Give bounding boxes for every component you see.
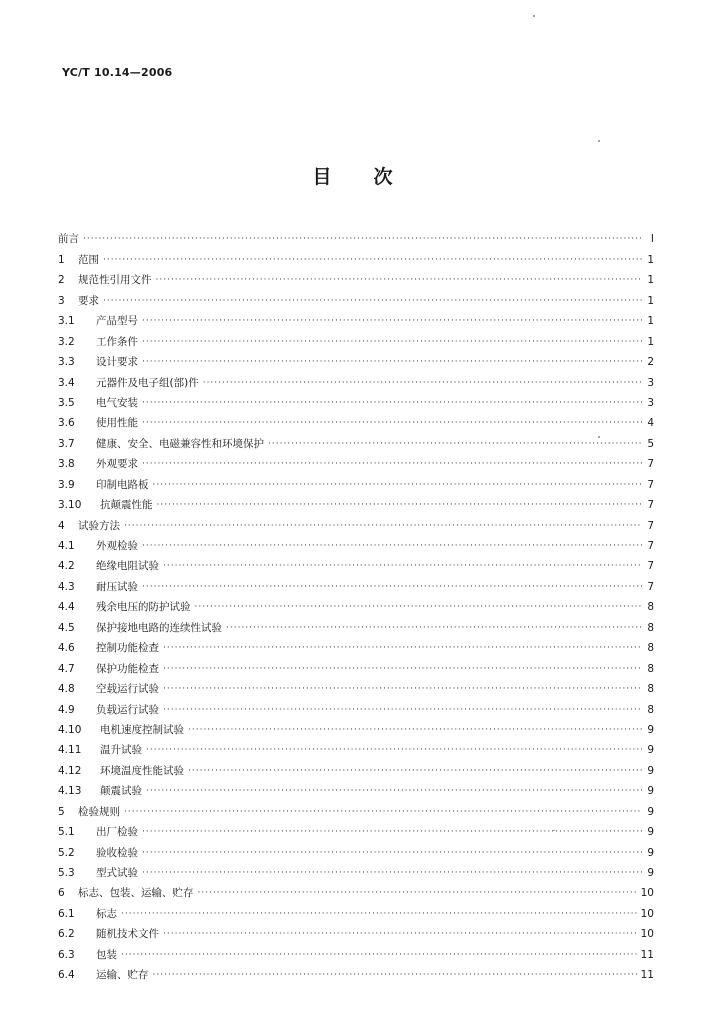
toc-entry-page: 8 [647,683,654,696]
toc-entry-number: 3.10 [58,499,82,512]
toc-leader-dots [163,560,642,573]
toc-entry-page: 9 [647,826,654,839]
toc-leader-dots [157,499,643,512]
toc-leader-dots [198,887,637,900]
toc-entry [58,471,654,491]
toc-leader-dots [188,765,642,778]
toc-entry-page: 7 [647,519,654,532]
toc-entry-label: 外观检验 [96,540,138,552]
toc-entry-page: 10 [640,907,654,920]
toc-leader-dots [142,397,642,410]
toc-entry-label: 产品型号 [96,315,138,328]
toc-entry-page: 9 [647,764,654,777]
toc-entry-label: 使用性能 [96,417,138,430]
toc-leader-dots [121,949,637,962]
toc-entry-label: 包装 [96,948,117,961]
toc-entry-number: 5.2 [58,846,75,859]
toc-leader-dots [268,438,642,451]
toc-entry-page: 8 [647,642,654,655]
toc-entry-number: 3.8 [58,458,75,471]
toc-entry-page: 1 [647,274,654,287]
toc-entry [58,349,654,369]
toc-leader-dots [203,377,642,390]
toc-entry-number: 6 [58,887,65,900]
toc-leader-dots [142,458,642,471]
toc-entry [58,655,654,675]
toc-leader-dots [142,867,642,880]
toc-entry-number: 6.1 [58,907,75,920]
toc-entry [58,676,654,696]
toc-entry-page: 7 [647,580,654,593]
toc-entry-page: 7 [647,458,654,471]
toc-entry [58,798,654,818]
toc-entry [58,614,654,634]
toc-leader-dots [142,826,642,839]
toc-entry-page: 10 [640,887,654,900]
toc-entry-page: 9 [647,805,654,818]
toc-entry [58,573,654,593]
toc-entry-number: 3.2 [58,335,75,348]
toc-entry-label: 工作条件 [96,335,138,348]
toc-entry-number: 4.7 [58,662,75,675]
toc-entry [58,226,654,246]
toc-entry-number: 4.10 [58,723,82,736]
toc-entry-label: 绝缘电阻试验 [96,560,159,573]
toc-entry-page: 1 [647,335,654,348]
toc-entry-number: 5.1 [58,826,75,839]
toc-entry-label: 控制功能检查 [96,642,159,655]
toc-entry-number: 6.2 [58,928,75,941]
toc-entry-number: 3.9 [58,478,75,491]
toc-entry-label: 元器件及电子组(部)件 [96,376,199,389]
toc-entry-number: 3.6 [58,417,75,430]
toc-entry-page: 8 [647,703,654,716]
toc-entry-label: 电机速度控制试验 [100,723,184,736]
toc-entry-page: 10 [640,928,654,941]
toc-entry-label: 出厂检验 [96,826,138,839]
toc-leader-dots [226,622,642,635]
title-char-2: 次 [373,166,393,188]
toc-entry-number: 5.3 [58,867,75,879]
toc-leader-dots [124,520,642,533]
toc-leader-dots [163,928,637,941]
toc-entry-page: 8 [647,601,654,614]
toc-entry-page: 5 [647,437,654,450]
toc-leader-dots [142,356,642,369]
toc-entry-label: 外观要求 [96,458,138,471]
toc-leader-dots [163,704,642,717]
toc-entry-label: 设计要求 [96,356,138,369]
toc-entry [58,962,654,982]
toc-leader-dots [83,233,642,246]
toc-leader-dots [121,908,637,921]
toc-entry [58,941,654,961]
scan-speck [598,436,600,438]
toc-entry-number: 3.1 [58,315,75,328]
toc-entry-label: 要求 [78,294,99,307]
toc-entry [58,839,654,859]
toc-entry-label: 保护接地电路的连续性试验 [96,621,222,634]
standard-id: YC/T 10.14—2006 [62,66,173,79]
toc-entry-label: 随机技术文件 [96,928,159,941]
toc-entry-number: 4.13 [58,785,82,798]
toc-entry [58,880,654,900]
toc-entry-label: 印制电路板 [96,478,149,491]
toc-entry-page: 9 [647,723,654,736]
toc-entry-label: 保护功能检查 [96,662,159,675]
toc-entry-label: 温升试验 [100,744,142,757]
toc-entry-label: 耐压试验 [96,580,138,593]
toc-entry-number: 4.4 [58,601,75,614]
scan-speck [552,830,555,831]
toc-entry-number: 4.11 [58,744,82,757]
toc-leader-dots [146,744,642,757]
toc-entry [58,512,654,532]
toc-entry-page: 4 [647,417,654,430]
toc-entry-page: 9 [647,744,654,757]
scan-speck [598,140,600,142]
toc-entry-number: 4.1 [58,540,75,552]
toc-entry-label: 标志 [96,907,117,920]
toc-entry-number: 3.3 [58,356,75,369]
toc-entry-page: 9 [647,867,654,879]
toc-entry-page: I [650,233,654,246]
toc-entry-number: 4 [58,519,65,532]
toc-entry-label: 电气安装 [96,396,138,409]
toc-entry-label: 抗颠震性能 [100,499,153,512]
toc-entry-number: 4.9 [58,703,75,716]
toc-leader-dots [146,785,642,798]
toc-entry [58,451,654,471]
toc-leader-dots [153,969,637,982]
toc-entry [58,819,654,839]
toc-leader-dots [103,254,642,267]
toc-entry-label: 颠震试验 [100,785,142,798]
toc-entry [58,594,654,614]
toc-entry-page: 7 [647,540,654,552]
title-char-1: 目 [312,166,332,188]
toc-entry-page: 7 [647,499,654,512]
toc-entry-page: 9 [647,846,654,859]
toc-entry [58,369,654,389]
toc-entry-number: 2 [58,274,65,287]
toc-entry-label: 验收检验 [96,846,138,859]
toc-entry-number: 4.5 [58,621,75,634]
toc-entry [58,287,654,307]
toc-leader-dots [163,683,642,696]
toc-entry-label: 范围 [78,253,99,266]
toc-leader-dots [163,642,642,655]
toc-entry-label: 运输、贮存 [96,969,149,982]
toc-entry-label: 试验方法 [78,519,120,532]
toc-entry-number: 3.4 [58,376,75,389]
toc-leader-dots [153,479,643,492]
toc-entry-number: 6.3 [58,948,75,961]
page-title [0,162,705,189]
toc-entry-label: 负载运行试验 [96,703,159,716]
toc-entry-number: 5 [58,805,65,818]
toc-entry-number: 4.3 [58,580,75,593]
toc-leader-dots [163,663,642,676]
toc-entry [58,860,654,880]
toc-entry-page: 8 [647,621,654,634]
toc-leader-dots [188,724,642,737]
toc-leader-dots [142,540,642,553]
toc-entry [58,246,654,266]
toc-entry [58,778,654,798]
toc-leader-dots [124,806,642,819]
toc-entry-page: 7 [647,478,654,491]
toc-entry-label: 环境温度性能试验 [100,764,184,777]
toc-leader-dots [103,295,642,308]
toc-entry-page: 11 [640,948,654,961]
toc-entry-number: 4.8 [58,683,75,696]
toc-entry [58,308,654,328]
toc-entry [58,267,654,287]
toc-entry [58,410,654,430]
toc-entry-page: 1 [647,253,654,266]
scan-speck [533,15,535,17]
toc-entry-number: 6.4 [58,969,75,982]
toc-entry-label: 健康、安全、电磁兼容性和环境保护 [96,437,264,450]
toc-entry [58,553,654,573]
toc-leader-dots [142,581,642,594]
toc-entry-label: 残余电压的防护试验 [96,601,191,614]
toc-leader-dots [142,847,642,860]
toc-entry-page: 8 [647,662,654,675]
toc-leader-dots [195,601,643,614]
toc-entry [58,737,654,757]
toc-entry-page: 1 [647,315,654,328]
toc-entry-label: 标志、包装、运输、贮存 [78,887,194,900]
toc-entry [58,430,654,450]
toc-entry-label: 空载运行试验 [96,683,159,696]
toc-entry-number: 3 [58,294,65,307]
toc-entry [58,757,654,777]
toc-entry-number: 3.7 [58,437,75,450]
toc-entry-number: 1 [58,253,65,266]
toc-entry-page: 2 [647,356,654,369]
toc-entry-page: 3 [647,396,654,409]
toc-entry [58,533,654,553]
toc-leader-dots [142,336,642,349]
toc-entry-page: 3 [647,376,654,389]
toc-leader-dots [156,274,643,287]
toc-entry-page: 11 [640,969,654,982]
toc-entry-label: 前言 [58,233,79,246]
toc-entry [58,328,654,348]
toc-entry [58,492,654,512]
toc-entry [58,717,654,737]
toc-entry [58,921,654,941]
toc-entry-label: 检验规则 [78,805,120,818]
toc-leader-dots [142,315,642,328]
toc-entry [58,390,654,410]
toc-entry-number: 4.12 [58,764,82,777]
toc-entry [58,696,654,716]
toc-entry [58,635,654,655]
table-of-contents [58,226,654,982]
toc-entry-number: 3.5 [58,396,75,409]
toc-entry-label: 规范性引用文件 [78,274,152,287]
toc-entry-number: 4.6 [58,642,75,655]
toc-entry-page: 9 [647,785,654,798]
toc-entry [58,900,654,920]
toc-leader-dots [142,417,642,430]
toc-entry-page: 7 [647,560,654,573]
toc-entry-number: 4.2 [58,560,75,573]
toc-entry-page: 1 [647,294,654,307]
toc-entry-label: 型式试验 [96,867,138,879]
